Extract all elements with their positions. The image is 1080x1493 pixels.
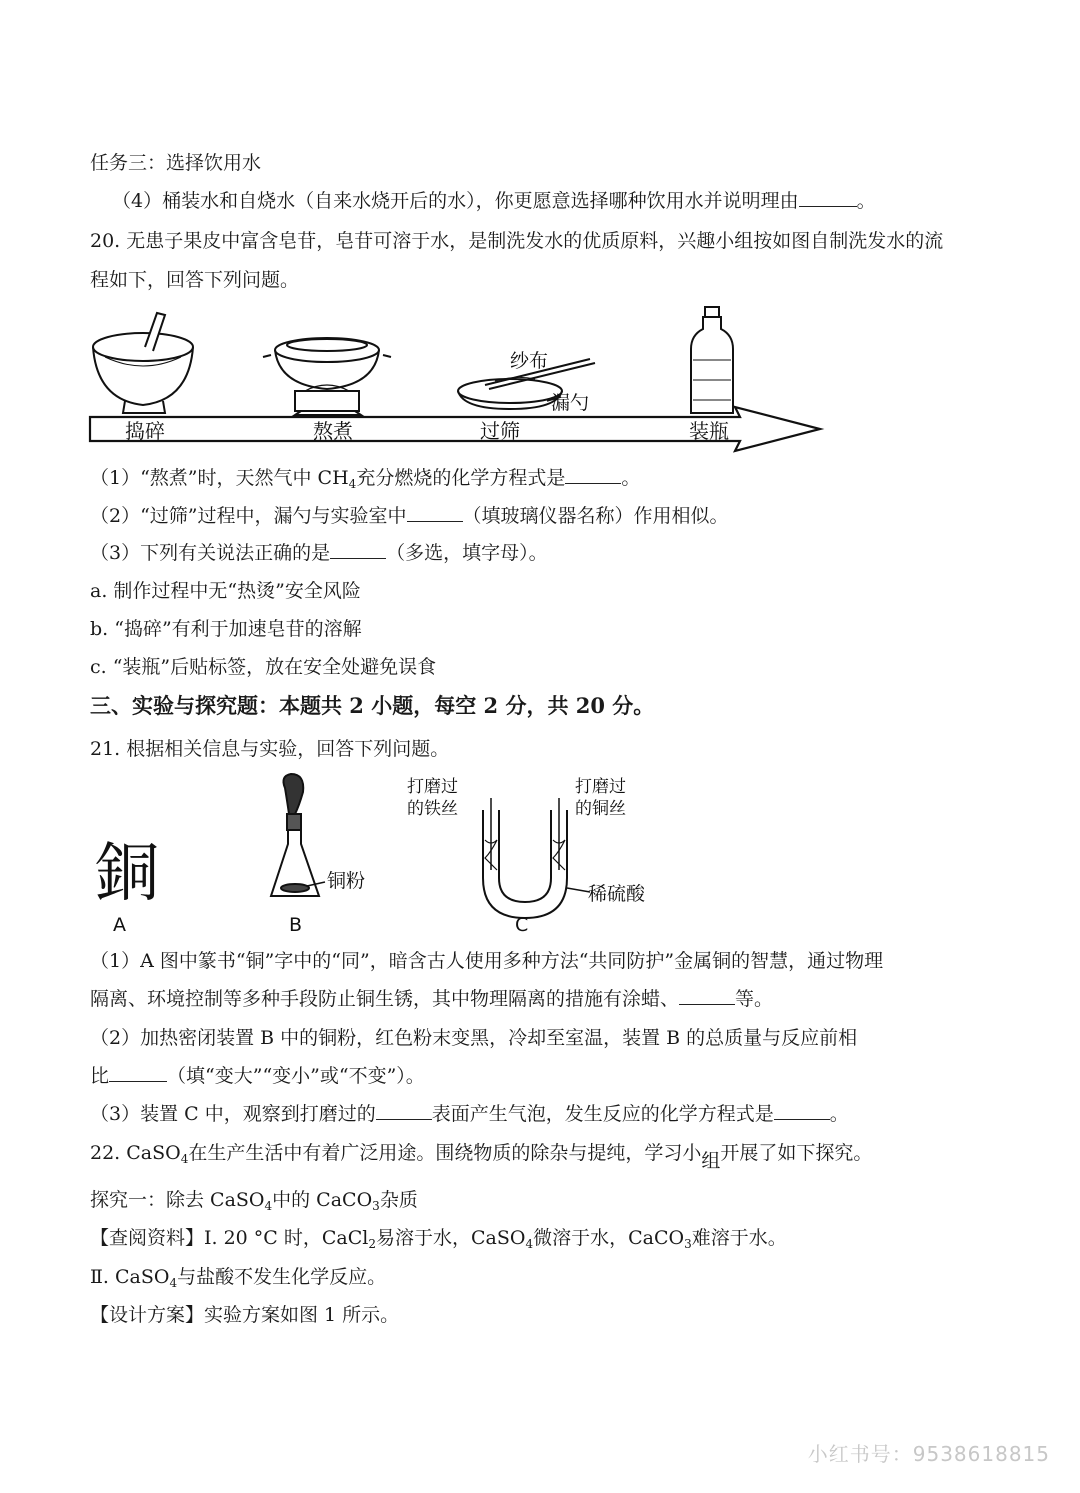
q22-mid: 在生产生活中有着广泛用途。围绕物质的除杂与提纯，学习小	[188, 1142, 702, 1164]
flask-balloon-icon	[271, 774, 325, 896]
step-label-4: 装瓶	[689, 419, 729, 443]
q21-2-line2	[90, 1063, 425, 1089]
lookup-info-1	[90, 1225, 787, 1257]
step-label-3: 过筛	[480, 419, 520, 443]
q21-1-end: 等。	[735, 988, 774, 1010]
label-gauze: 纱布	[510, 350, 549, 372]
q20-3-pre: （3）下列有关说法正确的是	[90, 542, 331, 564]
option-c: c. “装瓶”后贴标签，放在安全处避免误食	[90, 656, 437, 678]
q20-intro-line2: 程如下，回答下列问题。	[90, 269, 300, 291]
lookup2-pre: Ⅱ. CaSO	[90, 1266, 170, 1288]
q21-3	[90, 1101, 849, 1127]
q20-1-pre: （1）“熬煮”时，天然气中 CH	[90, 467, 349, 489]
answer-blank[interactable]	[407, 503, 463, 522]
q21-3-pre: （3）装置 C 中，观察到打磨过的	[90, 1103, 376, 1125]
step-label-1: 捣碎	[125, 419, 165, 443]
seal-character: 銅	[95, 837, 159, 911]
answer-blank[interactable]	[109, 1063, 167, 1082]
answer-blank[interactable]	[376, 1101, 432, 1120]
explore1-sub2: 3	[372, 1199, 380, 1213]
lookup-s2: 4	[525, 1237, 534, 1251]
q22-pre: 22. CaSO	[90, 1142, 181, 1164]
lookup-p4: 难溶于水。	[691, 1227, 787, 1249]
label-copper-wire-2: 的铜丝	[575, 799, 626, 819]
explore1-mid: 中的 CaCO	[272, 1189, 373, 1211]
q21-1-line1: （1）A 图中篆书“铜”字中的“同”，暗含古人使用多种方法“共同防护”金属铜的智慧，通过物理	[90, 950, 884, 972]
q20-2-pre: （2）“过筛”过程中，漏勺与实验室中	[90, 505, 407, 527]
q21-intro: 21. 根据相关信息与实验，回答下列问题。	[90, 738, 450, 760]
q21-3-end: 。	[829, 1103, 849, 1125]
q20-intro-line1: 20. 无患子果皮中富含皂苷，皂苷可溶于水，是制洗发水的优质原料，兴趣小组按如图自制洗发水的流	[90, 230, 944, 252]
label-copper-powder: 铜粉	[327, 870, 366, 892]
answer-blank[interactable]	[774, 1101, 830, 1120]
process-svg	[85, 305, 830, 455]
label-dilute-acid: 稀硫酸	[588, 883, 646, 905]
q20-1-end: 。	[621, 467, 641, 489]
pot-stove-icon	[263, 338, 391, 415]
explore1-pre: 探究一：除去 CaSO	[90, 1189, 265, 1211]
q21-1-pre: 隔离、环境控制等多种手段防止铜生锈，其中物理隔离的措施有涂蜡、	[90, 988, 680, 1010]
q20-1-mid: 充分燃烧的化学方程式是	[356, 467, 566, 489]
label-iron-wire-1: 打磨过	[407, 777, 458, 797]
explore-1-heading	[90, 1187, 418, 1219]
q21-1-line2	[90, 986, 773, 1012]
question-20-2	[90, 503, 729, 529]
lookup-s1: 2	[368, 1237, 376, 1251]
label-iron-wire-2: 的铁丝	[407, 799, 458, 819]
lookup-info-2	[90, 1264, 386, 1296]
option-a: a. 制作过程中无“热烫”安全风险	[90, 580, 361, 602]
label-ladle: 漏勺	[551, 392, 590, 414]
q19-4-text: （4）桶装水和自烧水（自来水烧开后的水），你更愿意选择哪种饮用水并说明理由	[112, 190, 799, 212]
q21-2-end: （填“变大”“变小”或“不变”）。	[167, 1065, 425, 1087]
explore1-sub1: 4	[264, 1199, 273, 1213]
lookup2-sub: 4	[169, 1276, 178, 1290]
watermark: 小红书号：9538618815	[807, 1442, 1050, 1466]
q19-4-end: 。	[856, 190, 876, 212]
design-plan: 【设计方案】实验方案如图 1 所示。	[90, 1304, 400, 1326]
answer-blank[interactable]	[799, 188, 857, 207]
q21-2-pre: 比	[90, 1065, 110, 1087]
label-copper-wire-1: 打磨过	[575, 777, 626, 797]
q22-intro	[90, 1140, 872, 1172]
option-b: b. “捣碎”有利于加速皂苷的溶解	[90, 618, 362, 640]
label-b: B	[289, 914, 303, 936]
lookup-p1: 【查阅资料】Ⅰ. 20 °C 时，CaCl	[90, 1227, 369, 1249]
u-tube-icon	[483, 798, 590, 918]
q22-post: 开展了如下探究。	[720, 1142, 873, 1164]
answer-blank[interactable]	[565, 465, 621, 484]
bottle-icon	[691, 307, 733, 413]
q21-2-line1: （2）加热密闭装置 B 中的铜粉，红色粉末变黑，冷却至室温，装置 B 的总质量与反应前相	[90, 1027, 858, 1049]
process-figure	[85, 305, 830, 455]
question-19-4	[112, 188, 876, 214]
question-20-1	[90, 465, 640, 497]
q20-3-end: （多选，填字母）。	[386, 542, 548, 564]
q22-low-char: 组	[701, 1150, 721, 1172]
q20-1-sub: 4	[348, 477, 357, 491]
q21-svg	[85, 770, 665, 940]
step-label-2: 熬煮	[313, 419, 353, 443]
question-20-3	[90, 540, 548, 566]
lookup-s3: 3	[684, 1237, 692, 1251]
q20-2-end: （填玻璃仪器名称）作用相似。	[462, 505, 729, 527]
lookup2-post: 与盐酸不发生化学反应。	[177, 1266, 387, 1288]
q21-3-mid: 表面产生气泡，发生反应的化学方程式是	[431, 1103, 774, 1125]
lookup-p2: 易溶于水，CaSO	[376, 1227, 526, 1249]
mortar-icon	[93, 313, 193, 413]
answer-blank[interactable]	[679, 986, 735, 1005]
task3-heading: 任务三：选择饮用水	[90, 152, 262, 174]
label-c: C	[515, 914, 529, 936]
answer-blank[interactable]	[330, 540, 386, 559]
section3-heading: 三、实验与探究题：本题共 2 小题，每空 2 分，共 20 分。	[90, 693, 655, 718]
label-a: A	[113, 914, 126, 936]
lookup-p3: 微溶于水，CaCO	[533, 1227, 685, 1249]
q22-sub: 4	[180, 1152, 189, 1166]
q21-figure	[85, 770, 665, 940]
explore1-post: 杂质	[379, 1189, 418, 1211]
